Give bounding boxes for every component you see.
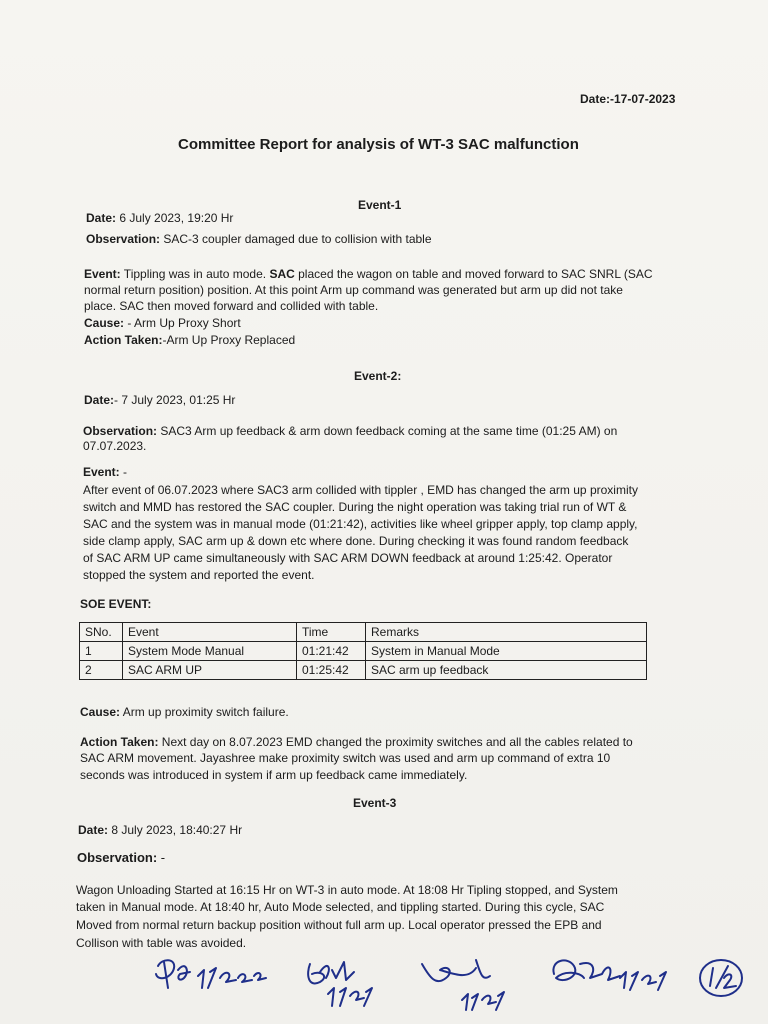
event1-event-line2: normal return position) position. At this point Arm up command was generated but arm up did not take — [84, 283, 623, 297]
event2-date-label: Date: — [84, 393, 115, 407]
table-cell: SAC ARM UP — [123, 661, 297, 680]
event2-action-line1 — [80, 734, 633, 750]
event1-cause-value: - Arm Up Proxy Short — [124, 316, 241, 330]
event2-body-line: SAC and the system was in manual mode (01:21:42), activities like wheel gripper apply, top clamp apply, — [83, 517, 638, 531]
event1-event-text1: Tippling was in auto mode. — [120, 267, 270, 281]
event1-heading: Event-1 — [358, 198, 402, 212]
event2-date — [84, 392, 235, 408]
event1-date-label: Date: — [86, 211, 117, 225]
event1-obs-label: Observation: — [86, 232, 161, 246]
event3-heading: Event-3 — [353, 796, 397, 810]
table-cell: System Mode Manual — [123, 642, 297, 661]
event1-action-label: Action Taken: — [84, 333, 163, 347]
page-mark — [700, 960, 742, 996]
event2-event-label: Event: — [83, 465, 120, 479]
soe-col-sno: SNo. — [80, 623, 123, 642]
event1-date-value: 6 July 2023, 19:20 Hr — [116, 211, 234, 225]
event3-body-line: taken in Manual mode. At 18:40 hr, Auto Mode selected, and tippling started. During this cycle, SAC — [76, 900, 605, 914]
event1-action-value: -Arm Up Proxy Replaced — [162, 333, 296, 347]
event2-body-line: switch and MMD has restored the SAC coupler. During the night operation was taking trial run of WT & — [83, 500, 627, 514]
event2-body-line: stopped the system and reported the event. — [83, 568, 315, 582]
event1-action — [84, 332, 295, 348]
event2-action-text: Next day on 8.07.2023 EMD changed the proximity switches and all the cables related to — [158, 735, 633, 749]
event2-action-line3: seconds was introduced in system if arm up feedback came immediately. — [80, 768, 468, 782]
event3-obs-dash: - — [157, 850, 166, 865]
event2-observation-line1 — [83, 423, 617, 439]
report-title: Committee Report for analysis of WT-3 SAC malfunction — [178, 136, 579, 153]
event2-event-heading — [83, 464, 127, 480]
signature-3 — [422, 960, 504, 1010]
event2-body-line: side clamp apply, SAC arm up & down etc where done. During checking it was found random feedback — [83, 534, 629, 548]
event2-cause-label: Cause: — [80, 705, 121, 719]
event1-event-label: Event: — [84, 267, 121, 281]
event1-cause-label: Cause: — [84, 316, 125, 330]
table-cell: 01:25:42 — [297, 661, 366, 680]
report-date: Date:-17-07-2023 — [580, 92, 676, 106]
soe-table — [79, 622, 647, 680]
event2-body-line: of SAC ARM UP came simultaneously with SAC ARM DOWN feedback at around 1:25:42. Operator — [83, 551, 613, 565]
event3-date-value: 8 July 2023, 18:40:27 Hr — [108, 823, 243, 837]
soe-col-time: Time — [297, 623, 366, 642]
table-cell: SAC arm up feedback — [366, 661, 647, 680]
event1-event-line1 — [84, 266, 653, 282]
event3-body-line: Moved from normal return backup position without full arm up. Local operator pressed the EPB and — [76, 918, 602, 932]
event2-observation-line2: 07.07.2023. — [83, 439, 147, 453]
event2-obs-label: Observation: — [83, 424, 158, 438]
event3-observation — [77, 850, 165, 866]
event2-event-dash: - — [119, 465, 128, 479]
table-cell: 2 — [80, 661, 123, 680]
signature-4 — [553, 960, 666, 990]
event3-body-line: Wagon Unloading Started at 16:15 Hr on WT-3 in auto mode. At 18:08 Hr Tipling stopped, and System — [76, 883, 618, 897]
event1-cause — [84, 315, 241, 331]
event1-observation — [86, 231, 432, 247]
signature-1 — [156, 960, 266, 988]
table-cell: 01:21:42 — [297, 642, 366, 661]
event1-event-sac: SAC — [269, 267, 295, 281]
event2-body-line: After event of 06.07.2023 where SAC3 arm collided with tippler , EMD has changed the arm up proximity — [83, 483, 638, 497]
event3-date — [78, 822, 242, 838]
signature-2 — [308, 962, 372, 1006]
table-row — [80, 661, 647, 680]
event2-action-label: Action Taken: — [80, 735, 159, 749]
event1-event-text2: placed the wagon on table and moved forward to SAC SNRL (SAC — [294, 267, 653, 281]
event3-body-line: Collison with table was avoided. — [76, 936, 247, 950]
event2-action-line2: SAC ARM movement. Jayashree make proximity switch was used and arm up command of extra 10 — [80, 751, 611, 765]
table-row — [80, 642, 647, 661]
event3-obs-label: Observation: — [77, 850, 158, 865]
event1-date — [86, 210, 233, 226]
soe-col-remarks: Remarks — [366, 623, 647, 642]
signatures-area — [150, 948, 750, 1018]
table-cell: System in Manual Mode — [366, 642, 647, 661]
event2-cause-value: Arm up proximity switch failure. — [120, 705, 289, 719]
soe-heading: SOE EVENT: — [80, 597, 152, 611]
event2-date-value: - 7 July 2023, 01:25 Hr — [114, 393, 236, 407]
event2-heading: Event-2: — [354, 369, 402, 383]
event3-date-label: Date: — [78, 823, 109, 837]
event1-event-line3: place. SAC then moved forward and collided with table. — [84, 299, 379, 313]
soe-col-event: Event — [123, 623, 297, 642]
table-cell: 1 — [80, 642, 123, 661]
event2-obs-line1: SAC3 Arm up feedback & arm down feedback coming at the same time (01:25 AM) on — [157, 424, 618, 438]
soe-header-row — [80, 623, 647, 642]
event1-obs-value: SAC-3 coupler damaged due to collision with table — [160, 232, 432, 246]
event2-cause — [80, 704, 289, 720]
